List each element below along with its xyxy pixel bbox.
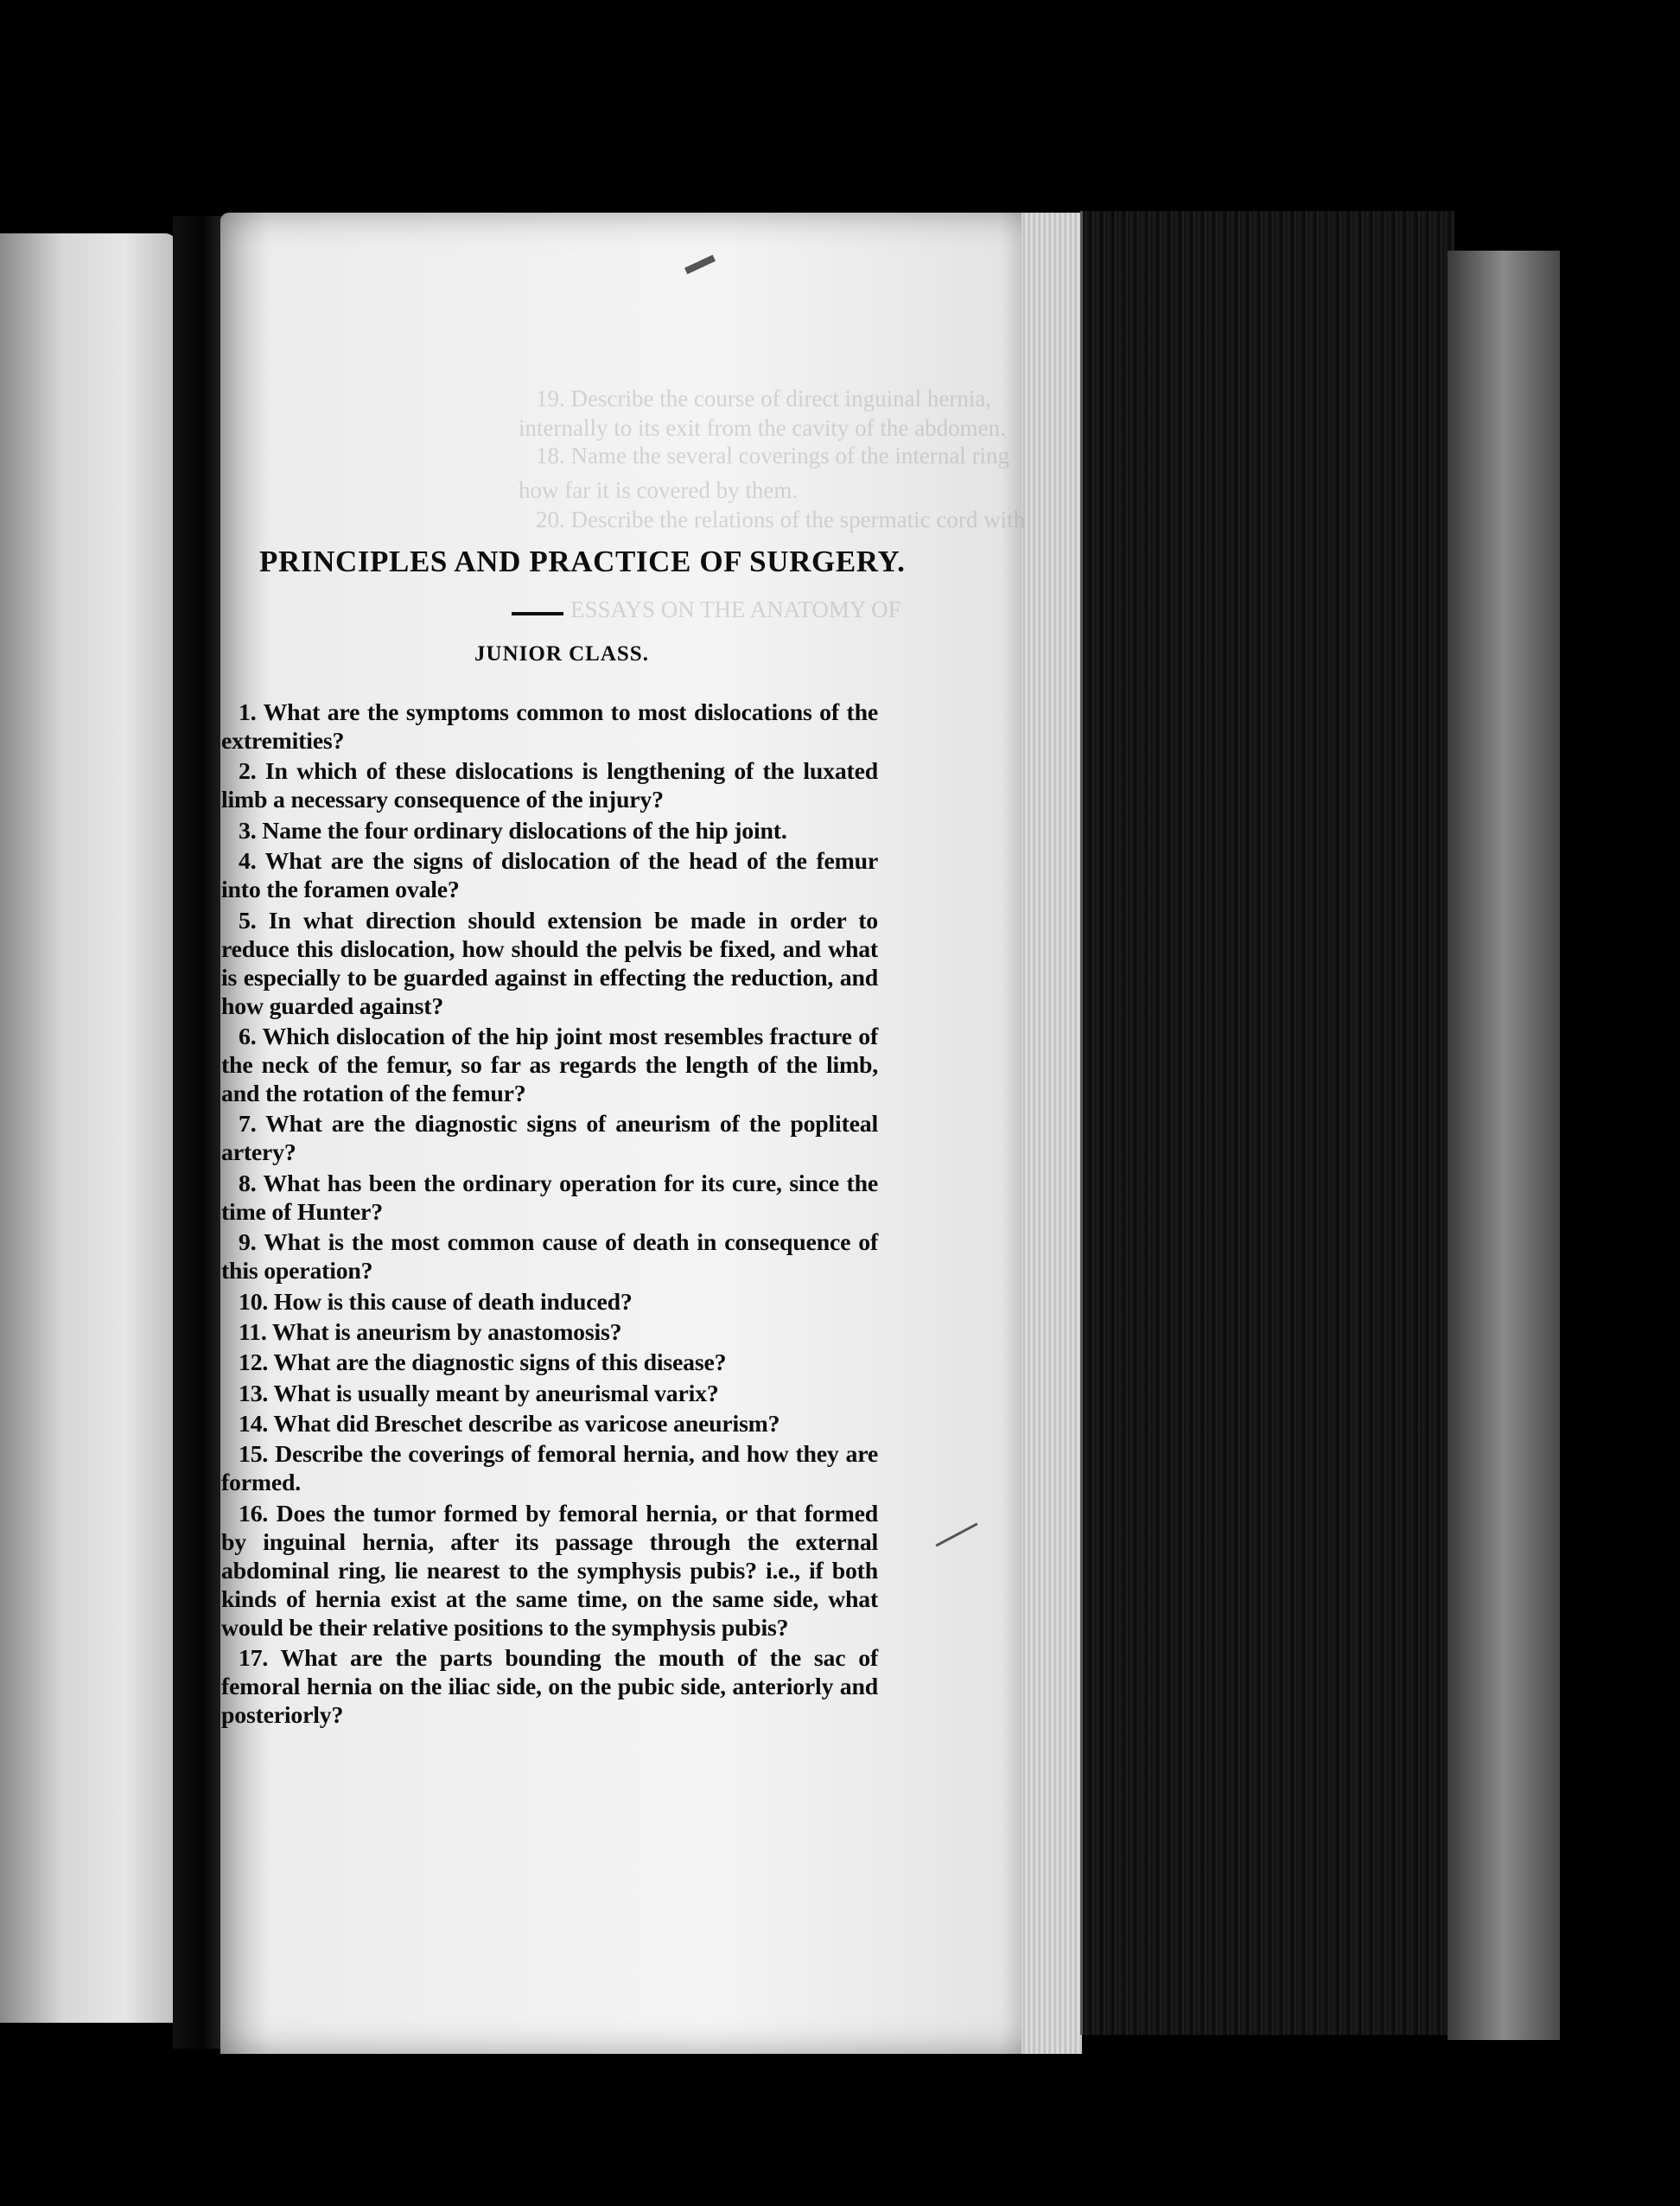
- book-block-edge: [1448, 251, 1560, 2040]
- question-number: 5.: [239, 907, 257, 934]
- question-number: 6.: [239, 1023, 257, 1050]
- question-list: [221, 698, 878, 1732]
- question: [221, 1110, 878, 1167]
- left-page-heading: EDICINE.: [0, 0, 59, 15]
- question-text: What is usually meant by aneurismal varix?: [273, 1380, 719, 1407]
- question-number: 3.: [239, 817, 257, 845]
- question: [221, 698, 878, 756]
- left-page-line: affected or modi-: [0, 109, 96, 124]
- page-title: PRINCIPLES AND PRACTICE OF SURGERY.: [259, 545, 906, 578]
- left-page-line: ven fatal? If so,: [0, 187, 86, 201]
- left-page-line: te of disease?: [0, 93, 75, 108]
- left-page-line: medicines, even in: [0, 171, 104, 186]
- question-text: In what direction should extension be made in order to reduce this dislocation, how should the pelvis be fixed, and what is especially to be guarded against in effecting the reduction, and how guarded against?: [221, 907, 878, 1020]
- question: [221, 757, 878, 814]
- left-page-line: ure of which they: [0, 124, 98, 139]
- question-number: 4.: [239, 848, 257, 876]
- bleed-through-line: 19. Describe the course of direct inguinal hernia,: [536, 386, 992, 411]
- question: [221, 1380, 878, 1408]
- question: [221, 1348, 878, 1377]
- question-text: Describe the coverings of femoral hernia, and how they are formed.: [221, 1441, 879, 1497]
- bleed-through-line: 20. Describe the relations of the spermatic cord with: [536, 507, 1026, 532]
- question-number: 7.: [239, 1111, 257, 1138]
- question-number: 15.: [239, 1441, 269, 1469]
- question: [221, 817, 878, 845]
- title-rule: [512, 612, 563, 615]
- question-number: 9.: [239, 1229, 257, 1257]
- closed-page-block: [1080, 211, 1454, 2035]
- question-number: 1.: [239, 699, 257, 726]
- question: [221, 1500, 878, 1642]
- question-text: What are the diagnostic signs of this disease?: [273, 1349, 727, 1377]
- bleed-through-line: how far it is covered by them.: [519, 477, 799, 503]
- class-heading: JUNIOR CLASS.: [474, 642, 649, 666]
- question: [221, 1644, 878, 1730]
- bleed-through-line: 18. Name the several coverings of the internal ring: [536, 443, 1010, 469]
- left-page-line: of the meaning of: [0, 31, 99, 46]
- right-page-edge: [1021, 213, 1082, 2054]
- bleed-through-line: internally to its exit from the cavity of the abdomen.: [519, 415, 1006, 441]
- question-text: Name the four ordinary dislocations of the hip joint.: [262, 817, 787, 845]
- question-text: What are the diagnostic signs of aneurism of the popliteal artery?: [221, 1111, 878, 1167]
- left-page-line: and what by the: [0, 16, 88, 30]
- left-page-line: th the subjects of: [0, 62, 94, 77]
- question: [221, 847, 878, 904]
- left-page-line: therapeutics, and: [0, 47, 94, 61]
- question-text: Which dislocation of the hip joint most resembles fracture of the neck of the femur, so far as regards the length of the limb, and the rotation of the femur?: [221, 1023, 878, 1107]
- question-text: What is aneurism by anastomosis?: [271, 1318, 622, 1346]
- left-page-line: the treatment of: [0, 202, 88, 217]
- question-number: 12.: [239, 1349, 269, 1377]
- question: [221, 1288, 878, 1317]
- question-number: 8.: [239, 1170, 257, 1197]
- question-text: What are the parts bounding the mouth of the sac of femoral hernia on the iliac side, on the pubic side, anteriorly and posteriorly?: [221, 1645, 878, 1730]
- left-page-line: le the deleterious: [0, 218, 95, 233]
- question-text: Does the tumor formed by femoral hernia, or that formed by inguinal hernia, after its passage through the external abdominal ring, lie nearest to the symphysis pubis? i.e., if both kinds of hernia exist at the same time, on the same side, what would be their relative positions to the symphysis pubis?: [221, 1500, 879, 1642]
- question-text: What are the symptoms common to most dislocations of the extremities?: [221, 699, 878, 755]
- left-page-line: ou pronounce the: [0, 78, 97, 92]
- question-number: 17.: [239, 1645, 269, 1673]
- question-number: 16.: [239, 1500, 269, 1527]
- left-page-line: are generally so: [0, 140, 88, 155]
- question: [221, 907, 878, 1021]
- question: [221, 1023, 878, 1108]
- question: [221, 1440, 878, 1497]
- left-facing-page: [0, 233, 177, 2023]
- book-gutter: [173, 216, 223, 2049]
- question-text: In which of these dislocations is lengthening of the luxated limb a necessary consequence of the injury?: [221, 758, 879, 814]
- question-number: 2.: [239, 758, 257, 786]
- question-number: 14.: [239, 1411, 269, 1438]
- question: [221, 1228, 878, 1285]
- question: [221, 1410, 878, 1438]
- question-text: What are the signs of dislocation of the head of the femur into the foramen ovale?: [221, 848, 879, 904]
- question-text: How is this cause of death induced?: [273, 1288, 633, 1316]
- question: [221, 1170, 878, 1227]
- question-text: What did Breschet describe as varicose aneurism?: [273, 1411, 780, 1438]
- question-number: 11.: [239, 1318, 267, 1346]
- question-number: 13.: [239, 1380, 269, 1407]
- question-text: What is the most common cause of death in consequence of this operation?: [221, 1229, 879, 1285]
- question-text: What has been the ordinary operation for its cure, since the time of Hunter?: [221, 1170, 878, 1226]
- left-page-line: influencing them.: [0, 156, 98, 170]
- bleed-through-line: ESSAYS ON THE ANATOMY OF: [570, 596, 901, 622]
- question-number: 10.: [239, 1288, 269, 1316]
- question: [221, 1318, 878, 1347]
